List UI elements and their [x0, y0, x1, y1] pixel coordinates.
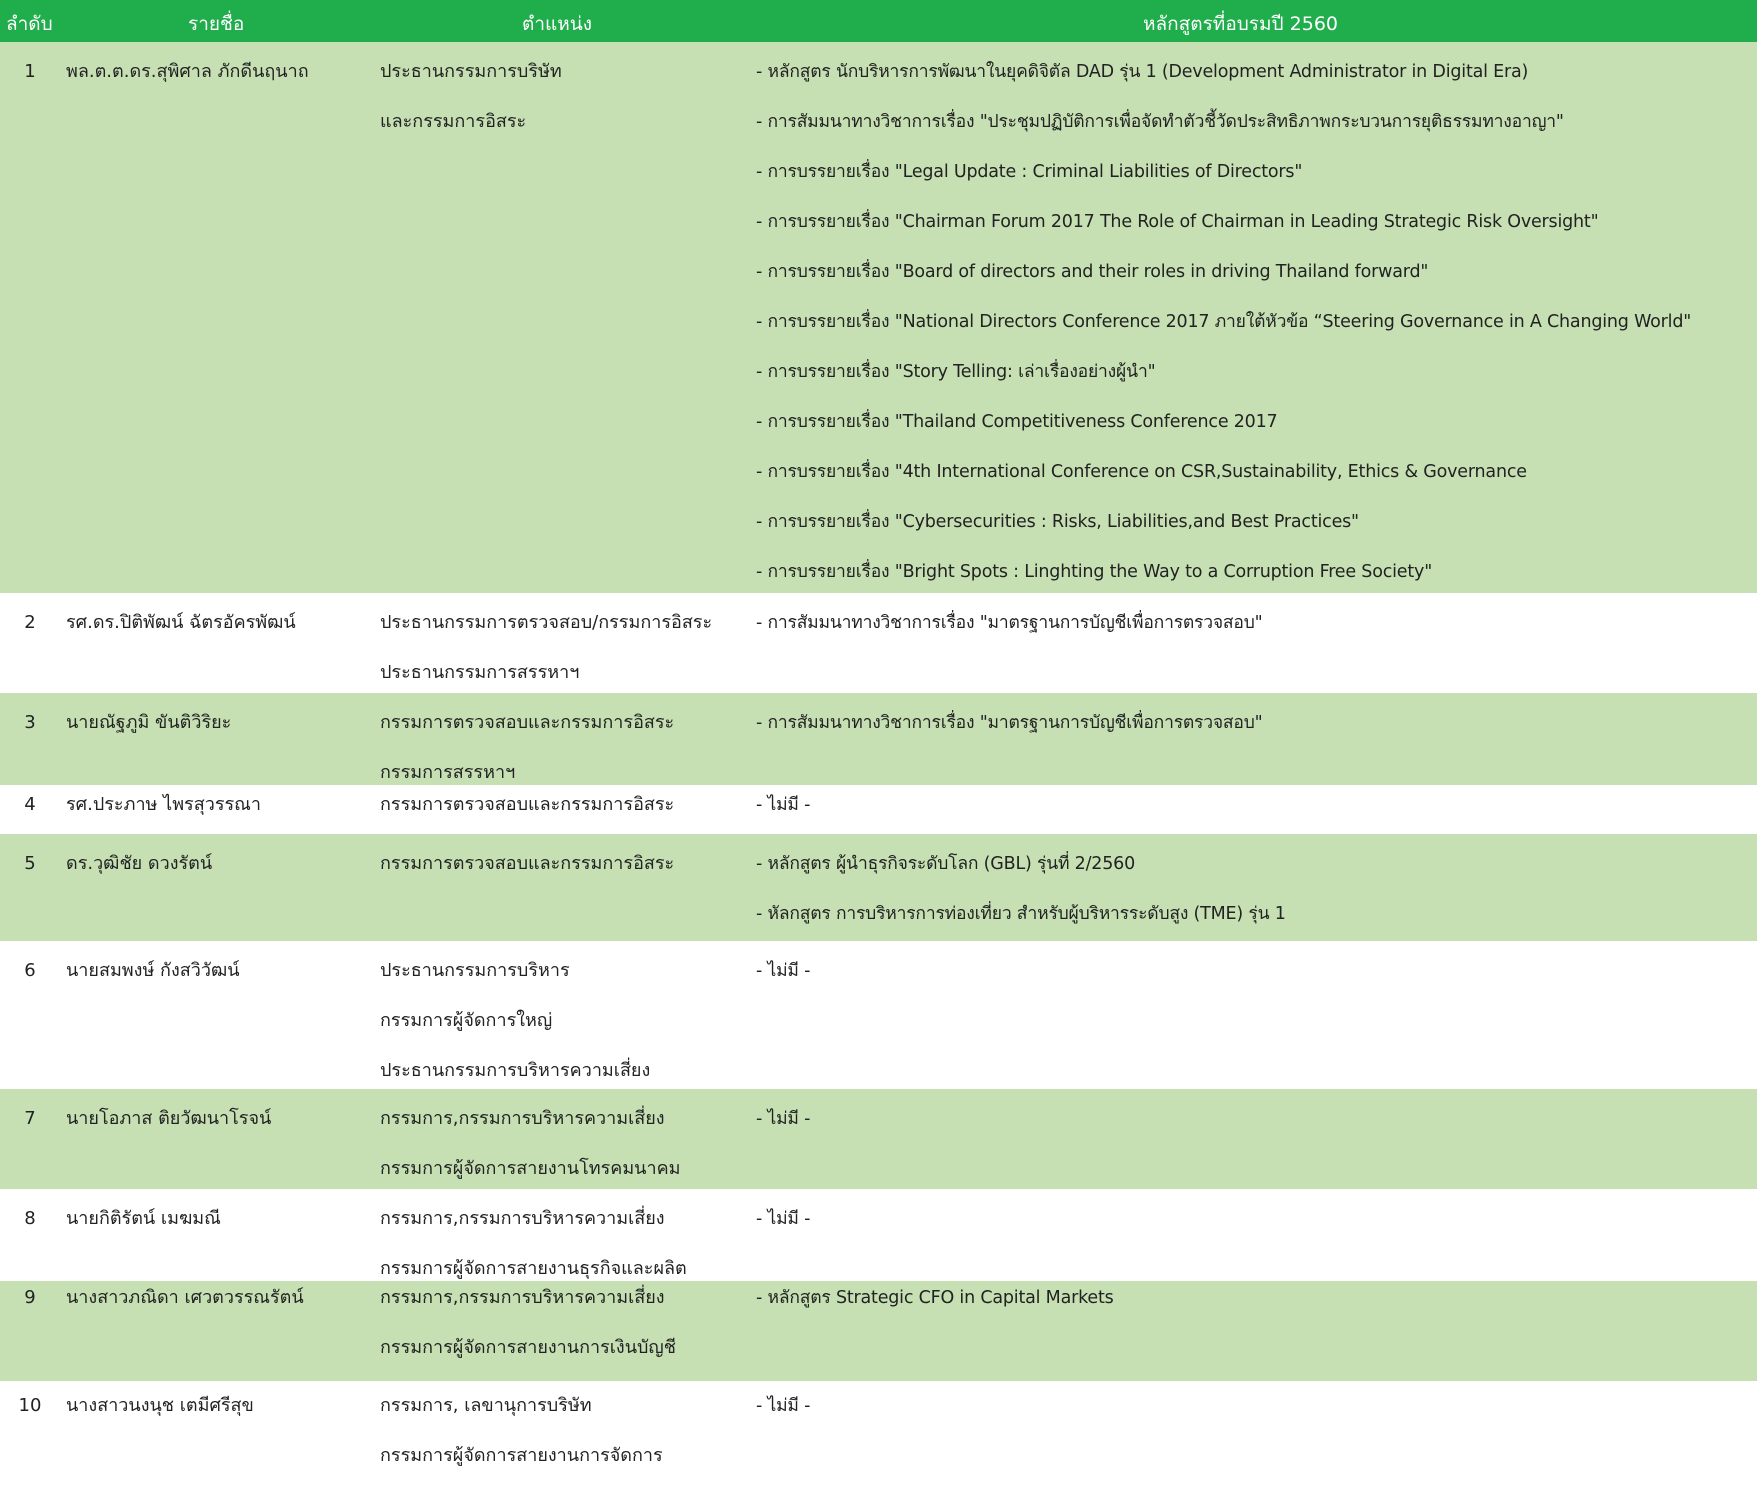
position-line: กรรมการตรวจสอบและกรรมการอิสระ	[380, 712, 675, 733]
row-position	[380, 780, 674, 830]
table-row	[0, 1089, 1757, 1189]
position-line: ประธานกรรมการบริหารความเสี่ยง	[380, 1060, 651, 1081]
row-number: 10	[18, 1395, 42, 1416]
table-row	[0, 42, 1757, 593]
position-line: กรรมการผู้จัดการสายงานธุรกิจและผลิต	[380, 1258, 687, 1279]
table-row	[0, 1381, 1757, 1488]
table-row	[0, 1281, 1757, 1381]
course-line: - หัลกสูตร การบริหารการท่องเที่ยว สำหรับผู้บริหารระดับสูง (TME) รุ่น 1	[756, 904, 1286, 924]
course-line: - การบรรยายเรื่อง "Story Telling: เล่าเรื่องอย่างผู้นำ"	[756, 362, 1156, 382]
row-name: ดร.วุฒิชัย ดวงรัตน์	[66, 853, 213, 874]
table-row	[0, 593, 1757, 693]
row-name: นายสมพงษ์ กังสวิวัฒน์	[66, 960, 240, 981]
course-line: - การบรรยายเรื่อง "4th International Conference on CSR,Sustainability, Ethics & Governance	[756, 462, 1527, 482]
course-line: - ไม่มี -	[756, 1396, 811, 1416]
row-position	[380, 946, 650, 1096]
row-name: รศ.ดร.ปิติพัฒน์ ฉัตรอัครพัฒน์	[66, 612, 296, 633]
position-line: ประธานกรรมการสรรหาฯ	[380, 662, 580, 683]
row-courses	[756, 946, 1751, 996]
table-row	[0, 693, 1757, 785]
position-line: กรรมการผู้จัดการสายงานการเงินบัญชี	[380, 1337, 676, 1358]
row-name: พล.ต.ต.ดร.สุพิศาล ภักดีนฤนาถ	[66, 61, 309, 82]
table-row	[0, 941, 1757, 1089]
row-courses	[756, 780, 1751, 830]
course-line: - การบรรยายเรื่อง "Thailand Competitiveness Conference 2017	[756, 412, 1278, 432]
header-no: ลำดับ	[6, 13, 53, 35]
row-name: รศ.ประภาษ ไพรสุวรรณา	[66, 794, 261, 815]
position-line: ประธานกรรมการตรวจสอบ/กรรมการอิสระ	[380, 612, 713, 633]
row-position	[380, 47, 562, 147]
position-line: กรรมการผู้จัดการใหญ่	[380, 1010, 553, 1031]
position-line: กรรมการ,กรรมการบริหารความเสี่ยง	[380, 1208, 665, 1229]
course-line: - ไม่มี -	[756, 1109, 811, 1129]
row-name: นายโอภาส ติยวัฒนาโรจน์	[66, 1108, 272, 1129]
course-line: - การสัมมนาทางวิชาการเรื่อง "มาตรฐานการบัญชีเพื่อการตรวจสอบ"	[756, 613, 1263, 633]
course-line: - การบรรยายเรื่อง "Chairman Forum 2017 The Role of Chairman in Leading Strategic Risk Oversight"	[756, 212, 1599, 232]
position-line: กรรมการ,กรรมการบริหารความเสี่ยง	[380, 1287, 665, 1308]
course-line: - หลักสูตร Strategic CFO in Capital Markets	[756, 1288, 1114, 1308]
course-line: - ไม่มี -	[756, 961, 811, 981]
table-header	[0, 0, 1757, 42]
course-line: - การบรรยายเรื่อง "National Directors Conference 2017 ภายใต้หัวข้อ “Steering Governance in A Changing World"	[756, 312, 1692, 332]
header-position: ตำแหน่ง	[522, 13, 593, 35]
position-line: ประธานกรรมการบริษัท	[380, 61, 562, 82]
course-line: - การบรรยายเรื่อง "Cybersecurities : Risks, Liabilities,and Best Practices"	[756, 512, 1359, 532]
table-row	[0, 1189, 1757, 1281]
row-number: 2	[24, 612, 36, 633]
course-line: - ไม่มี -	[756, 1209, 811, 1229]
course-line: - การบรรยายเรื่อง "Legal Update : Criminal Liabilities of Directors"	[756, 162, 1303, 182]
position-line: กรรมการผู้จัดการสายงานโทรคมนาคม	[380, 1158, 681, 1179]
position-line: กรรมการ, เลขานุการบริษัท	[380, 1395, 592, 1416]
row-courses	[756, 598, 1751, 648]
table-row	[0, 834, 1757, 941]
row-courses	[756, 698, 1751, 748]
row-name: นายกิติรัตน์ เมฆมณี	[66, 1208, 221, 1229]
course-line: - การสัมมนาทางวิชาการเรื่อง "มาตรฐานการบัญชีเพื่อการตรวจสอบ"	[756, 713, 1263, 733]
header-name: รายชื่อ	[188, 13, 245, 35]
course-line: - การบรรยายเรื่อง "Bright Spots : Linghting the Way to a Corruption Free Society"	[756, 562, 1433, 582]
row-position	[380, 839, 674, 889]
row-name: นางสาวนงนุช เตมีศรีสุข	[66, 1395, 254, 1416]
row-position	[380, 1381, 663, 1481]
position-line: กรรมการสรรหาฯ	[380, 762, 516, 783]
row-number: 3	[24, 712, 36, 733]
row-position	[380, 598, 712, 698]
row-number: 7	[24, 1108, 36, 1129]
row-number: 9	[24, 1287, 36, 1308]
row-number: 1	[24, 61, 36, 82]
course-line: - หลักสูตร ผู้นำธุรกิจระดับโลก (GBL) รุ่นที่ 2/2560	[756, 854, 1136, 874]
position-line: ประธานกรรมการบริหาร	[380, 960, 570, 981]
row-number: 6	[24, 960, 36, 981]
row-position	[380, 1273, 676, 1373]
row-name: นายณัฐภูมิ ขันติวิริยะ	[66, 712, 232, 733]
course-line: - การสัมมนาทางวิชาการเรื่อง "ประชุมปฏิบัติการเพื่อจัดทำตัวชี้วัดประสิทธิภาพกระบวนการยุติธรรมทางอาญา"	[756, 112, 1564, 132]
row-courses	[756, 1094, 1751, 1144]
row-courses	[756, 1273, 1751, 1323]
position-line: กรรมการผู้จัดการสายงานการจัดการ	[380, 1445, 663, 1466]
course-line: - ไม่มี -	[756, 795, 811, 815]
row-number: 4	[24, 794, 36, 815]
row-courses	[756, 839, 1751, 939]
table-row	[0, 785, 1757, 834]
position-line: และกรรมการอิสระ	[380, 111, 527, 132]
row-name: นางสาวภณิดา เศวตวรรณรัตน์	[66, 1287, 304, 1308]
row-number: 8	[24, 1208, 36, 1229]
course-line: - การบรรยายเรื่อง "Board of directors and their roles in driving Thailand forward"	[756, 262, 1429, 282]
position-line: กรรมการตรวจสอบและกรรมการอิสระ	[380, 794, 675, 815]
course-line: - หลักสูตร นักบริหารการพัฒนาในยุคดิจิตัล DAD รุ่น 1 (Development Administrator in Digital Era)	[756, 62, 1529, 82]
row-courses	[756, 1381, 1751, 1431]
position-line: กรรมการ,กรรมการบริหารความเสี่ยง	[380, 1108, 665, 1129]
header-courses: หลักสูตรที่อบรมปี 2560	[1143, 13, 1338, 35]
row-courses	[756, 1194, 1751, 1244]
position-line: กรรมการตรวจสอบและกรรมการอิสระ	[380, 853, 675, 874]
table-body	[0, 42, 1757, 1488]
row-courses	[756, 47, 1751, 597]
row-position	[380, 1094, 681, 1194]
row-number: 5	[24, 853, 36, 874]
